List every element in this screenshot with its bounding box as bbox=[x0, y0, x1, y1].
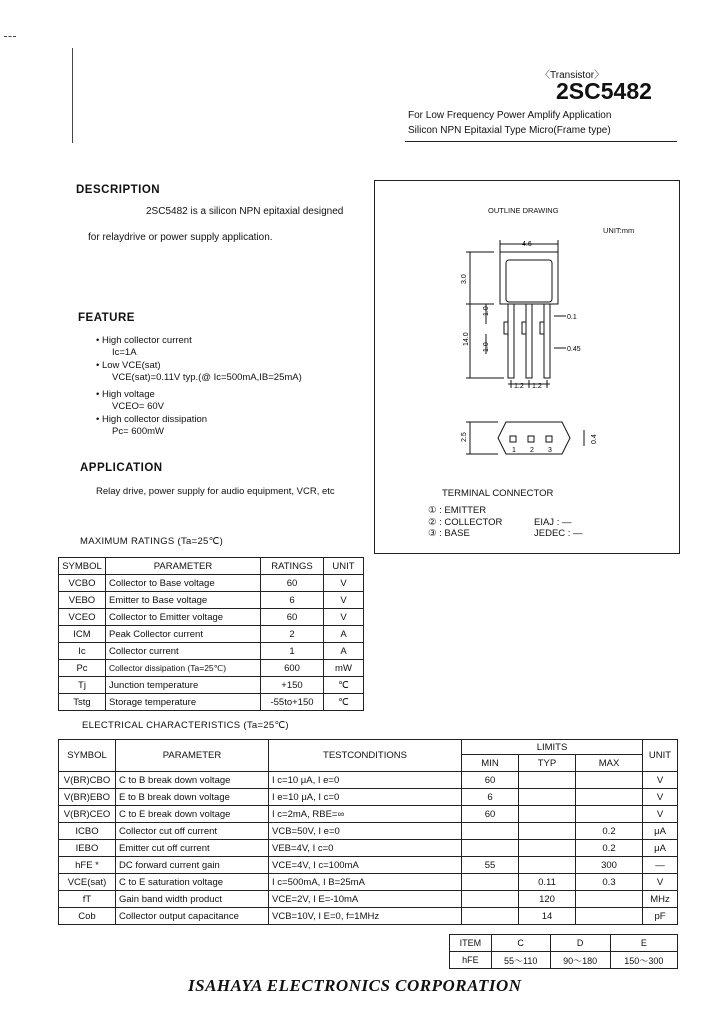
ec-header-conditions: TESTCONDITIONS bbox=[269, 740, 462, 772]
eiaj-label: EIAJ : — bbox=[534, 517, 572, 528]
header-rule bbox=[405, 141, 677, 142]
pin-2: 2 bbox=[530, 447, 534, 454]
max-ratings-title: MAXIMUM RATINGS (Ta=25℃) bbox=[80, 536, 224, 547]
table-row: Tj Junction temperature +150 ℃ bbox=[59, 677, 364, 694]
dim-lead-length: 14.0 bbox=[463, 332, 470, 346]
ec-header-symbol: SYMBOL bbox=[59, 740, 116, 772]
description-line1: 2SC5482 is a silicon NPN epitaxial designed bbox=[146, 206, 344, 217]
feature-item-4-sub: Pc= 600mW bbox=[112, 426, 165, 437]
table-row: VCE(sat) C to E saturation voltage I c=500mA, I B=25mA 0.11 0.3 V bbox=[59, 874, 678, 891]
feature-item-2: • Low VCE(sat) bbox=[96, 360, 161, 371]
table-row: ICBO Collector cut off current VCB=50V, I e=0 0.2 μA bbox=[59, 823, 678, 840]
corner-mark bbox=[4, 36, 16, 37]
table-row: V(BR)EBO E to B break down voltage I e=10 μA, I c=0 6 V bbox=[59, 789, 678, 806]
dim-0-4: 0.4 bbox=[591, 434, 598, 444]
feature-item-3-sub: VCEO= 60V bbox=[112, 401, 165, 412]
outline-drawing bbox=[374, 230, 678, 470]
mr-header-parameter: PARAMETER bbox=[106, 558, 261, 575]
ec-header-max: MAX bbox=[576, 755, 643, 772]
description-title: DESCRIPTION bbox=[76, 184, 161, 196]
table-row: V(BR)CEO C to E break down voltage I c=2mA, RBE=∞ 60 V bbox=[59, 806, 678, 823]
dim-pitch-2: 1.2 bbox=[532, 383, 542, 390]
application-text: Relay drive, power supply for audio equipment, VCR, etc bbox=[96, 486, 335, 497]
terminal-base: ③ : BASE bbox=[428, 528, 470, 539]
subtitle-1: For Low Frequency Power Amplify Application bbox=[408, 110, 612, 121]
dim-0-1: 0.1 bbox=[567, 314, 577, 321]
feature-title: FEATURE bbox=[78, 312, 135, 324]
table-row: ICM Peak Collector current 2 A bbox=[59, 626, 364, 643]
feature-item-1-sub: Ic=1A bbox=[112, 347, 137, 358]
table-row: Cob Collector output capacitance VCB=10V, I E=0, f=1MHz 14 pF bbox=[59, 908, 678, 925]
ec-header-unit: UNIT bbox=[643, 740, 678, 772]
table-row: Tstg Storage temperature -55to+150 ℃ bbox=[59, 694, 364, 711]
elec-char-title: ELECTRICAL CHARACTERISTICS (Ta=25℃) bbox=[82, 720, 289, 731]
table-row: fT Gain band width product VCE=2V, I E=-10mA 120 MHz bbox=[59, 891, 678, 908]
pin-3: 3 bbox=[548, 447, 552, 454]
elec-char-table bbox=[58, 739, 678, 925]
ec-header-typ: TYP bbox=[519, 755, 576, 772]
dim-1a: 1.0 bbox=[483, 306, 490, 316]
subtitle-2: Silicon NPN Epitaxial Type Micro(Frame type) bbox=[408, 125, 611, 136]
table-row: hFE * DC forward current gain VCE=4V, I c=100mA 55 300 — bbox=[59, 857, 678, 874]
feature-item-4: • High collector dissipation bbox=[96, 414, 208, 425]
terminal-collector: ② : COLLECTOR bbox=[428, 517, 503, 528]
ec-header-limits: LIMITS bbox=[462, 740, 643, 755]
category-label: 〈Transistor〉 bbox=[540, 70, 605, 81]
mr-header-symbol: SYMBOL bbox=[59, 558, 106, 575]
corner-line bbox=[72, 48, 73, 143]
hfe-class-table: ITEM C D E hFE 55〜110 90〜180 150〜300 bbox=[449, 934, 678, 969]
company-name: ISAHAYA ELECTRONICS CORPORATION bbox=[188, 976, 522, 995]
outline-unit: UNIT:mm bbox=[603, 226, 635, 235]
description-line2: for relaydrive or power supply application. bbox=[88, 232, 273, 243]
dim-height: 3.0 bbox=[461, 274, 468, 284]
ec-header-min: MIN bbox=[462, 755, 519, 772]
table-row: V(BR)CBO C to B break down voltage I c=10 μA, I e=0 60 V bbox=[59, 772, 678, 789]
part-number: 2SC5482 bbox=[556, 78, 652, 104]
application-title: APPLICATION bbox=[80, 462, 163, 474]
table-row: Pc Collector dissipation (Ta=25℃) 600 mW bbox=[59, 660, 364, 677]
dim-1b: 1.0 bbox=[483, 342, 490, 352]
mr-header-unit: UNIT bbox=[324, 558, 364, 575]
terminal-title: TERMINAL CONNECTOR bbox=[442, 488, 554, 499]
table-row: IEBO Emitter cut off current VEB=4V, I c=0 0.2 μA bbox=[59, 840, 678, 857]
outline-title: OUTLINE DRAWING bbox=[488, 206, 559, 215]
table-row: VCEO Collector to Emitter voltage 60 V bbox=[59, 609, 364, 626]
feature-item-2-sub: VCE(sat)=0.11V typ.(@ Ic=500mA,IB=25mA) bbox=[112, 372, 302, 383]
feature-item-1: • High collector current bbox=[96, 335, 192, 346]
pin-1: 1 bbox=[512, 447, 516, 454]
feature-item-3: • High voltage bbox=[96, 389, 155, 400]
terminal-emitter: ① : EMITTER bbox=[428, 505, 487, 516]
table-row: VCBO Collector to Base voltage 60 V bbox=[59, 575, 364, 592]
ec-header-parameter: PARAMETER bbox=[116, 740, 269, 772]
table-row: Ic Collector current 1 A bbox=[59, 643, 364, 660]
dim-width: 4.6 bbox=[522, 241, 532, 248]
dim-pitch-1: 1.2 bbox=[514, 383, 524, 390]
max-ratings-table bbox=[58, 557, 364, 711]
dim-0-45: 0.45 bbox=[567, 346, 581, 353]
dim-2-5: 2.5 bbox=[461, 432, 468, 442]
table-row: hFE 55〜110 90〜180 150〜300 bbox=[450, 952, 678, 969]
jedec-label: JEDEC : — bbox=[534, 528, 583, 539]
table-row: VEBO Emitter to Base voltage 6 V bbox=[59, 592, 364, 609]
mr-header-ratings: RATINGS bbox=[261, 558, 324, 575]
